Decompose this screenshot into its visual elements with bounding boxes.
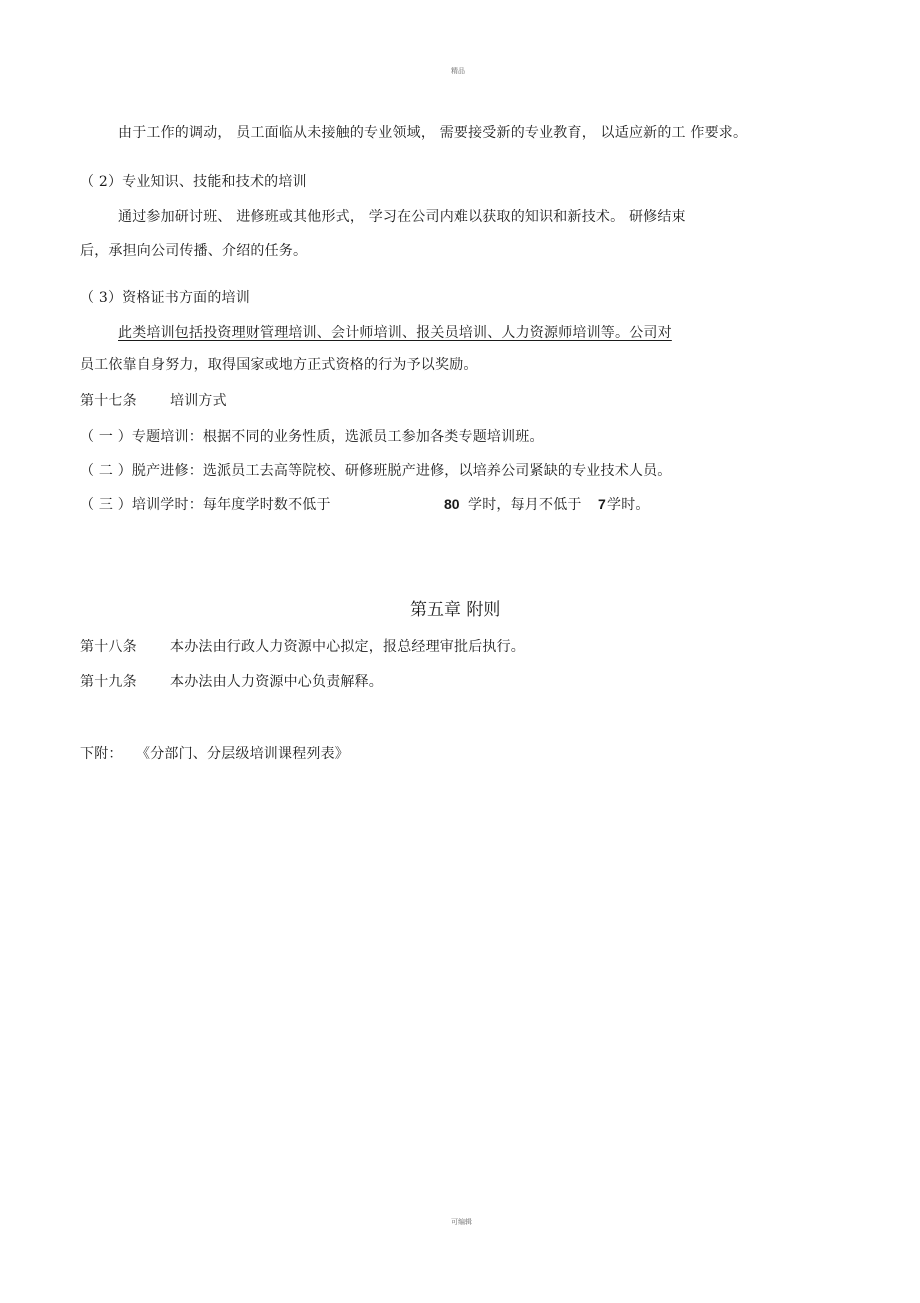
footer-mark: 可编辑 bbox=[451, 1218, 472, 1226]
article-17-hours-month: 7 bbox=[598, 496, 606, 512]
article-19-text: 本办法由人力资源中心负责解释。 bbox=[170, 674, 383, 690]
article-18-label: 第十八条 bbox=[80, 639, 137, 655]
article-17-item-3-suffix: 学时。 bbox=[607, 497, 650, 513]
appendix-label: 下附： bbox=[80, 746, 123, 762]
article-17-item-2: （ 二 ）脱产进修：选派员工去高等院校、研修班脱产进修，以培养公司紧缺的专业技术人员。 bbox=[80, 463, 672, 479]
section-2-line-2: 后，承担向公司传播、介绍的任务。 bbox=[80, 243, 308, 259]
section-2-line-1: 通过参加研讨班、 进修班或其他形式， 学习在公司内难以获取的知识和新技术。 研修结束 bbox=[118, 209, 686, 225]
article-19-label: 第十九条 bbox=[80, 674, 137, 690]
section-3-title: （ 3）资格证书方面的培训 bbox=[80, 290, 250, 306]
paragraph-job-transfer: 由于工作的调动， 员工面临从未接触的专业领域， 需要接受新的专业教育， 以适应新的工 作要求。 bbox=[118, 125, 748, 141]
section-3-line-2: 员工依靠自身努力，取得国家或地方正式资格的行为予以奖励。 bbox=[80, 357, 478, 373]
appendix-title: 《分部门、分层级培训课程列表》 bbox=[136, 746, 349, 762]
article-17-label: 第十七条 bbox=[80, 393, 137, 409]
section-2-title: （ 2）专业知识、技能和技术的培训 bbox=[80, 174, 307, 190]
section-3-line-1: 此类培训包括投资理财管理培训、会计师培训、报关员培训、人力资源师培训等。公司对 bbox=[118, 325, 672, 341]
article-17-item-3-prefix: （ 三 ）培训学时：每年度学时数不低于 bbox=[80, 497, 331, 513]
article-17-hours-year: 80 bbox=[444, 496, 460, 512]
article-17-item-1: （ 一 ）专题培训：根据不同的业务性质，选派员工参加各类专题培训班。 bbox=[80, 429, 544, 445]
chapter-5-title: 第五章 附则 bbox=[410, 600, 501, 620]
article-18-text: 本办法由行政人力资源中心拟定，报总经理审批后执行。 bbox=[170, 639, 525, 655]
article-17-title: 培训方式 bbox=[170, 393, 227, 409]
header-mark: 精品 bbox=[451, 67, 465, 75]
article-17-item-3-mid: 学时，每月不低于 bbox=[468, 497, 582, 513]
